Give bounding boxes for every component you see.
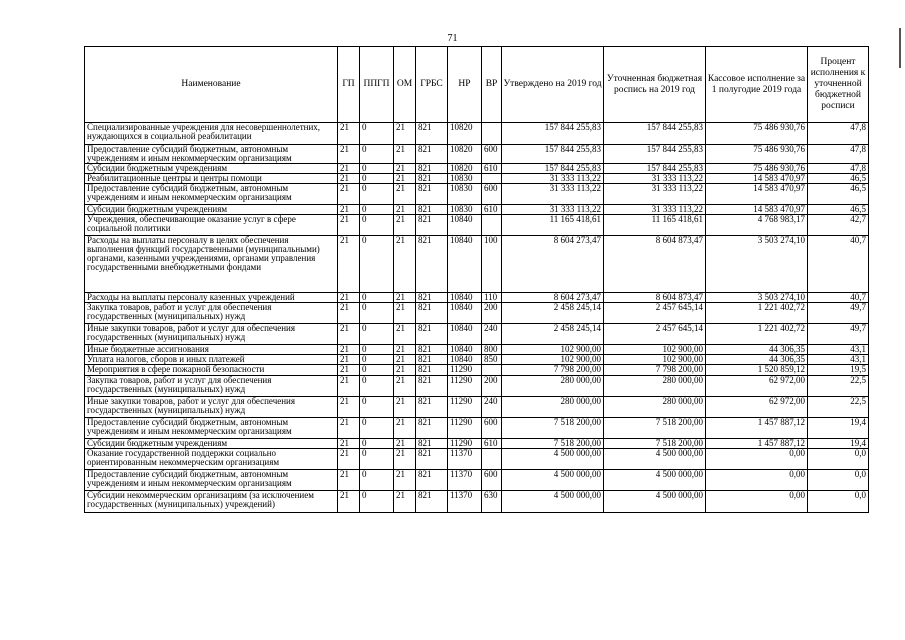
header-grbs: ГРБС [416, 47, 448, 123]
cell-refined: 157 844 255,83 [604, 145, 706, 164]
cell-ppgp: 0 [360, 324, 394, 345]
budget-table [84, 46, 869, 513]
header-approved: Утверждено на 2019 год [502, 47, 604, 123]
cell-vr: 850 [482, 355, 502, 365]
header-name: Наименование [85, 47, 338, 123]
cell-approved: 11 165 418,61 [502, 215, 604, 236]
cell-ppgp: 0 [360, 123, 394, 145]
cell-om: 21 [394, 345, 416, 355]
table-row [85, 439, 869, 449]
header-gp: ГП [338, 47, 360, 123]
cell-nr: 11290 [448, 397, 482, 418]
cell-vr: 600 [482, 418, 502, 439]
table-row [85, 236, 869, 293]
cell-approved: 31 333 113,22 [502, 184, 604, 205]
cell-ppgp: 0 [360, 303, 394, 324]
cell-gp: 21 [338, 324, 360, 345]
cell-gp: 21 [338, 303, 360, 324]
cell-om: 21 [394, 376, 416, 397]
cell-name: Субсидии некоммерческим организациям (за исключением государственных (муниципальных) учреждений) [85, 491, 338, 513]
cell-ppgp: 0 [360, 365, 394, 376]
cell-gp: 21 [338, 365, 360, 376]
cell-om: 21 [394, 439, 416, 449]
cell-name: Субсидии бюджетным учреждениям [85, 439, 338, 449]
cell-vr: 600 [482, 470, 502, 491]
table-row [85, 303, 869, 324]
cell-gp: 21 [338, 164, 360, 174]
cell-name: Предоставление субсидий бюджетным, автономным учреждениям и иным некоммерческим организациям [85, 418, 338, 439]
cell-refined: 31 333 113,22 [604, 184, 706, 205]
cell-nr: 11290 [448, 439, 482, 449]
cell-gp: 21 [338, 205, 360, 215]
cell-cash: 62 972,00 [706, 397, 808, 418]
cell-approved: 102 900,00 [502, 345, 604, 355]
table-row [85, 123, 869, 145]
cell-name: Предоставление субсидий бюджетным, автономным учреждениям и иным некоммерческим организациям [85, 470, 338, 491]
cell-vr [482, 449, 502, 470]
cell-vr [482, 123, 502, 145]
header-ppgp: ППГП [360, 47, 394, 123]
cell-name: Мероприятия в сфере пожарной безопасности [85, 365, 338, 376]
cell-cash: 14 583 470,97 [706, 205, 808, 215]
cell-vr [482, 174, 502, 184]
cell-percent: 43,1 [808, 355, 869, 365]
cell-om: 21 [394, 236, 416, 293]
cell-ppgp: 0 [360, 376, 394, 397]
cell-ppgp: 0 [360, 145, 394, 164]
cell-gp: 21 [338, 293, 360, 303]
cell-refined: 157 844 255,83 [604, 164, 706, 174]
cell-gp: 21 [338, 376, 360, 397]
table-row [85, 205, 869, 215]
cell-cash: 44 306,35 [706, 355, 808, 365]
cell-refined: 4 500 000,00 [604, 449, 706, 470]
cell-cash: 75 486 930,76 [706, 145, 808, 164]
cell-nr: 10840 [448, 324, 482, 345]
cell-refined: 2 457 645,14 [604, 324, 706, 345]
cell-nr: 11290 [448, 376, 482, 397]
table-row [85, 449, 869, 470]
cell-cash: 44 306,35 [706, 345, 808, 355]
table-row [85, 184, 869, 205]
cell-percent: 47,8 [808, 145, 869, 164]
cell-name: Закупка товаров, работ и услуг для обеспечения государственных (муниципальных) нужд [85, 303, 338, 324]
cell-vr: 800 [482, 345, 502, 355]
cell-percent: 47,8 [808, 123, 869, 145]
cell-gp: 21 [338, 439, 360, 449]
table-row [85, 365, 869, 376]
cell-gp: 21 [338, 184, 360, 205]
cell-grbs: 821 [416, 215, 448, 236]
cell-grbs: 821 [416, 470, 448, 491]
cell-nr: 10840 [448, 303, 482, 324]
cell-refined: 11 165 418,61 [604, 215, 706, 236]
cell-percent: 0,0 [808, 449, 869, 470]
cell-approved: 157 844 255,83 [502, 145, 604, 164]
cell-cash: 14 583 470,97 [706, 184, 808, 205]
table-row [85, 397, 869, 418]
cell-om: 21 [394, 355, 416, 365]
cell-refined: 280 000,00 [604, 376, 706, 397]
table-row [85, 470, 869, 491]
cell-grbs: 821 [416, 123, 448, 145]
cell-name: Иные бюджетные ассигнования [85, 345, 338, 355]
cell-name: Иные закупки товаров, работ и услуг для обеспечения государственных (муниципальных) нужд [85, 397, 338, 418]
cell-vr: 240 [482, 324, 502, 345]
table-row [85, 174, 869, 184]
header-refined: Уточненная бюджетная роспись на 2019 год [604, 47, 706, 123]
cell-gp: 21 [338, 397, 360, 418]
cell-cash: 1 457 887,12 [706, 418, 808, 439]
cell-name: Специализированные учреждения для несовершеннолетних, нуждающихся в социальной реабилитации [85, 123, 338, 145]
cell-approved: 2 458 245,14 [502, 303, 604, 324]
cell-refined: 157 844 255,83 [604, 123, 706, 145]
cell-grbs: 821 [416, 236, 448, 293]
cell-ppgp: 0 [360, 215, 394, 236]
cell-approved: 4 500 000,00 [502, 449, 604, 470]
cell-nr: 10820 [448, 164, 482, 174]
cell-ppgp: 0 [360, 491, 394, 513]
cell-om: 21 [394, 449, 416, 470]
cell-percent: 0,0 [808, 491, 869, 513]
table-row [85, 418, 869, 439]
cell-om: 21 [394, 324, 416, 345]
cell-grbs: 821 [416, 293, 448, 303]
cell-approved: 4 500 000,00 [502, 491, 604, 513]
table-row [85, 376, 869, 397]
cell-om: 21 [394, 184, 416, 205]
cell-refined: 7 518 200,00 [604, 439, 706, 449]
cell-percent: 49,7 [808, 324, 869, 345]
cell-grbs: 821 [416, 491, 448, 513]
cell-gp: 21 [338, 145, 360, 164]
cell-ppgp: 0 [360, 164, 394, 174]
cell-gp: 21 [338, 418, 360, 439]
cell-cash: 0,00 [706, 470, 808, 491]
cell-cash: 1 520 859,12 [706, 365, 808, 376]
cell-nr: 11370 [448, 470, 482, 491]
cell-vr [482, 215, 502, 236]
cell-om: 21 [394, 418, 416, 439]
header-om: ОМ [394, 47, 416, 123]
cell-approved: 157 844 255,83 [502, 164, 604, 174]
cell-approved: 8 604 273,47 [502, 293, 604, 303]
cell-grbs: 821 [416, 355, 448, 365]
cell-cash: 0,00 [706, 449, 808, 470]
cell-nr: 10820 [448, 123, 482, 145]
cell-grbs: 821 [416, 397, 448, 418]
cell-gp: 21 [338, 215, 360, 236]
table-header-row [85, 47, 869, 123]
cell-percent: 42,7 [808, 215, 869, 236]
cell-refined: 7 518 200,00 [604, 418, 706, 439]
cell-om: 21 [394, 123, 416, 145]
cell-nr: 10830 [448, 205, 482, 215]
cell-cash: 1 221 402,72 [706, 303, 808, 324]
cell-vr: 600 [482, 184, 502, 205]
cell-nr: 10830 [448, 184, 482, 205]
table-row [85, 293, 869, 303]
cell-percent: 47,8 [808, 164, 869, 174]
cell-nr: 10840 [448, 215, 482, 236]
table-row [85, 324, 869, 345]
cell-percent: 19,5 [808, 365, 869, 376]
header-percent: Процент исполнения к уточненной бюджетной росписи [808, 47, 869, 123]
cell-refined: 4 500 000,00 [604, 470, 706, 491]
cell-percent: 22,5 [808, 376, 869, 397]
cell-approved: 102 900,00 [502, 355, 604, 365]
cell-grbs: 821 [416, 345, 448, 355]
cell-percent: 19,4 [808, 439, 869, 449]
cell-name: Оказание государственной поддержки социально ориентированным некоммерческим организациям [85, 449, 338, 470]
cell-name: Реабилитационные центры и центры помощи [85, 174, 338, 184]
cell-refined: 102 900,00 [604, 355, 706, 365]
cell-ppgp: 0 [360, 449, 394, 470]
cell-cash: 3 503 274,10 [706, 293, 808, 303]
cell-nr: 10820 [448, 145, 482, 164]
cell-percent: 43,1 [808, 345, 869, 355]
cell-name: Субсидии бюджетным учреждениям [85, 205, 338, 215]
cell-ppgp: 0 [360, 418, 394, 439]
cell-nr: 10840 [448, 236, 482, 293]
cell-name: Уплата налогов, сборов и иных платежей [85, 355, 338, 365]
cell-approved: 8 604 273,47 [502, 236, 604, 293]
cell-ppgp: 0 [360, 397, 394, 418]
cell-percent: 46,5 [808, 205, 869, 215]
cell-cash: 75 486 930,76 [706, 164, 808, 174]
cell-gp: 21 [338, 470, 360, 491]
cell-percent: 46,5 [808, 174, 869, 184]
cell-ppgp: 0 [360, 355, 394, 365]
cell-approved: 7 518 200,00 [502, 439, 604, 449]
cell-gp: 21 [338, 345, 360, 355]
cell-name: Предоставление субсидий бюджетным, автономным учреждениям и иным некоммерческим организациям [85, 184, 338, 205]
cell-approved: 31 333 113,22 [502, 174, 604, 184]
cell-percent: 0,0 [808, 470, 869, 491]
cell-vr [482, 365, 502, 376]
cell-cash: 4 768 983,17 [706, 215, 808, 236]
cell-approved: 4 500 000,00 [502, 470, 604, 491]
cell-refined: 8 604 873,47 [604, 293, 706, 303]
cell-gp: 21 [338, 236, 360, 293]
cell-name: Закупка товаров, работ и услуг для обеспечения государственных (муниципальных) нужд [85, 376, 338, 397]
cell-cash: 62 972,00 [706, 376, 808, 397]
cell-nr: 10840 [448, 345, 482, 355]
cell-refined: 280 000,00 [604, 397, 706, 418]
cell-approved: 2 458 245,14 [502, 324, 604, 345]
cell-gp: 21 [338, 174, 360, 184]
table-row [85, 145, 869, 164]
cell-refined: 8 604 873,47 [604, 236, 706, 293]
cell-grbs: 821 [416, 439, 448, 449]
cell-refined: 102 900,00 [604, 345, 706, 355]
table-row [85, 355, 869, 365]
cell-cash: 75 486 930,76 [706, 123, 808, 145]
header-cash: Кассовое исполнение за 1 полугодие 2019 года [706, 47, 808, 123]
cell-nr: 11370 [448, 491, 482, 513]
cell-grbs: 821 [416, 303, 448, 324]
cell-vr: 110 [482, 293, 502, 303]
cell-refined: 31 333 113,22 [604, 205, 706, 215]
cell-approved: 7 518 200,00 [502, 418, 604, 439]
cell-om: 21 [394, 397, 416, 418]
cell-gp: 21 [338, 355, 360, 365]
cell-om: 21 [394, 303, 416, 324]
cell-percent: 40,7 [808, 293, 869, 303]
cell-name: Предоставление субсидий бюджетным, автономным учреждениям и иным некоммерческим организациям [85, 145, 338, 164]
cell-vr: 610 [482, 205, 502, 215]
cell-grbs: 821 [416, 376, 448, 397]
cell-approved: 7 798 200,00 [502, 365, 604, 376]
cell-cash: 1 221 402,72 [706, 324, 808, 345]
cell-grbs: 821 [416, 205, 448, 215]
header-vr: ВР [482, 47, 502, 123]
cell-vr: 200 [482, 303, 502, 324]
cell-refined: 7 798 200,00 [604, 365, 706, 376]
cell-percent: 49,7 [808, 303, 869, 324]
cell-refined: 31 333 113,22 [604, 174, 706, 184]
cell-gp: 21 [338, 491, 360, 513]
cell-vr: 100 [482, 236, 502, 293]
header-nr: НР [448, 47, 482, 123]
cell-ppgp: 0 [360, 236, 394, 293]
cell-vr: 610 [482, 164, 502, 174]
cell-grbs: 821 [416, 174, 448, 184]
cell-nr: 10840 [448, 293, 482, 303]
cell-ppgp: 0 [360, 470, 394, 491]
cell-approved: 157 844 255,83 [502, 123, 604, 145]
cell-vr: 600 [482, 145, 502, 164]
cell-nr: 11370 [448, 449, 482, 470]
cell-grbs: 821 [416, 365, 448, 376]
cell-grbs: 821 [416, 164, 448, 174]
table-row [85, 345, 869, 355]
cell-om: 21 [394, 145, 416, 164]
cell-grbs: 821 [416, 145, 448, 164]
cell-refined: 4 500 000,00 [604, 491, 706, 513]
cell-name: Учреждения, обеспечивающие оказание услуг в сфере социальной политики [85, 215, 338, 236]
cell-grbs: 821 [416, 324, 448, 345]
cell-percent: 40,7 [808, 236, 869, 293]
cell-percent: 19,4 [808, 418, 869, 439]
cell-vr: 200 [482, 376, 502, 397]
table-row [85, 491, 869, 513]
cell-vr: 610 [482, 439, 502, 449]
cell-nr: 10840 [448, 355, 482, 365]
cell-cash: 3 503 274,10 [706, 236, 808, 293]
cell-gp: 21 [338, 449, 360, 470]
cell-cash: 1 457 887,12 [706, 439, 808, 449]
cell-ppgp: 0 [360, 184, 394, 205]
cell-grbs: 821 [416, 184, 448, 205]
cell-refined: 2 457 645,14 [604, 303, 706, 324]
cell-ppgp: 0 [360, 345, 394, 355]
cell-ppgp: 0 [360, 439, 394, 449]
cell-ppgp: 0 [360, 205, 394, 215]
cell-name: Иные закупки товаров, работ и услуг для обеспечения государственных (муниципальных) нужд [85, 324, 338, 345]
cell-nr: 11290 [448, 365, 482, 376]
cell-grbs: 821 [416, 418, 448, 439]
cell-om: 21 [394, 164, 416, 174]
cell-percent: 22,5 [808, 397, 869, 418]
table-row [85, 164, 869, 174]
cell-grbs: 821 [416, 449, 448, 470]
cell-approved: 280 000,00 [502, 376, 604, 397]
cell-nr: 11290 [448, 418, 482, 439]
cell-om: 21 [394, 293, 416, 303]
cell-om: 21 [394, 174, 416, 184]
cell-om: 21 [394, 205, 416, 215]
cell-ppgp: 0 [360, 293, 394, 303]
cell-om: 21 [394, 215, 416, 236]
cell-approved: 280 000,00 [502, 397, 604, 418]
cell-gp: 21 [338, 123, 360, 145]
cell-percent: 46,5 [808, 184, 869, 205]
cell-cash: 14 583 470,97 [706, 174, 808, 184]
cell-om: 21 [394, 470, 416, 491]
cell-cash: 0,00 [706, 491, 808, 513]
page-edge-mark [899, 28, 901, 68]
cell-vr: 630 [482, 491, 502, 513]
cell-om: 21 [394, 365, 416, 376]
cell-vr: 240 [482, 397, 502, 418]
cell-om: 21 [394, 491, 416, 513]
cell-nr: 10830 [448, 174, 482, 184]
cell-name: Расходы на выплаты персоналу в целях обеспечения выполнения функций государственными (муниципальными) органами, казенными учреждениями, органами управления государственными внебюджетными фондами [85, 236, 338, 293]
cell-name: Расходы на выплаты персоналу казенных учреждений [85, 293, 338, 303]
cell-approved: 31 333 113,22 [502, 205, 604, 215]
cell-ppgp: 0 [360, 174, 394, 184]
table-row [85, 215, 869, 236]
cell-name: Субсидии бюджетным учреждениям [85, 164, 338, 174]
page-number: 71 [447, 33, 458, 44]
